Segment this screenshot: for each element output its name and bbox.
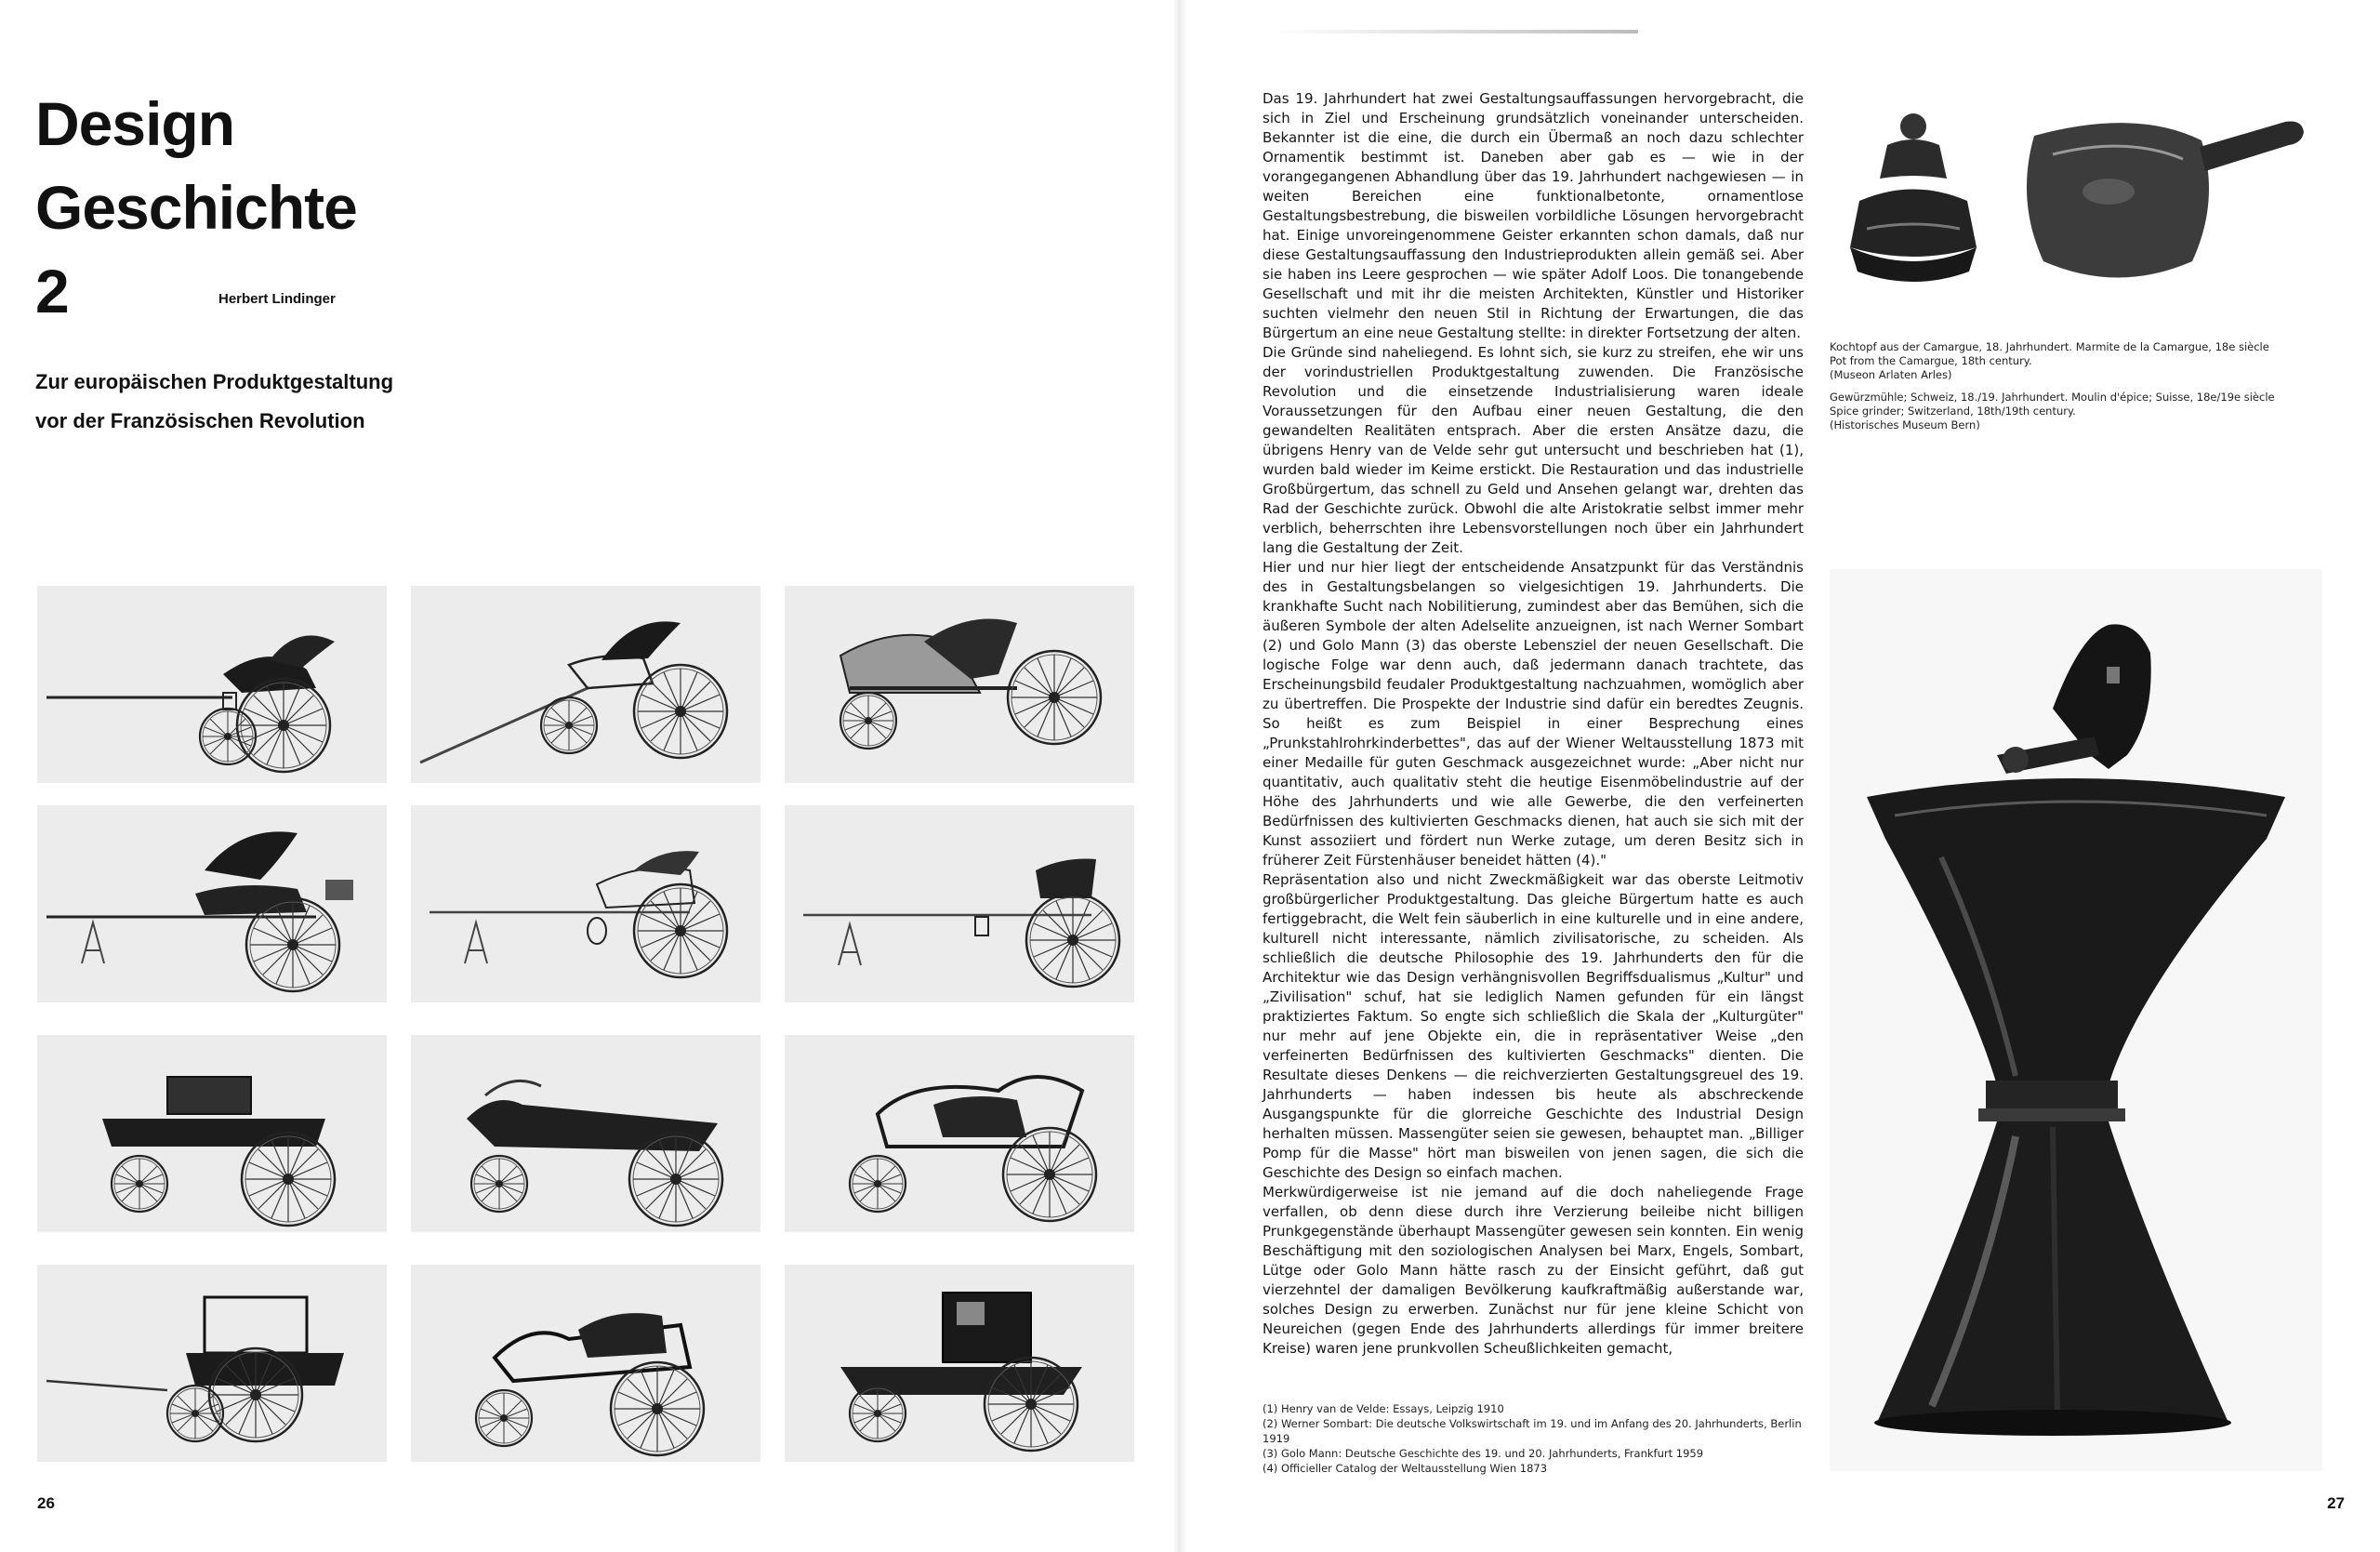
- title-line-number: 2: [35, 257, 69, 325]
- page-number-left: 26: [37, 1494, 55, 1512]
- caption-grinder-line-2: Spice grinder; Switzerland, 18th/19th century.: [1830, 405, 2076, 418]
- body-paragraph-3: Hier und nur hier liegt der entscheidende Ansatzpunkt für das Verständnis des in Gestaltungsbelangen so vielgesichtigen 19. Jahrhunderts. Die krankhafte Sucht nach Nobilitierung, zumindest aber das Bemühen, sich die äußeren Symbole der alten Adelselite anzueignen, ist nach Werner Sombart (2) und Golo Mann (3) das oberste Lebensziel der neuen Gesellschaft. Die logische Folge war denn auch, daß jedermann danach trachtete, das Erscheinungsbild feudaler Produktgestaltung nachzuahmen, womöglich aber zu übertreffen. Die Prospekte der Industrie sind dafür ein beredtes Zeugnis. So heißt es zum Beispiel in einer Besprechung eines „Prunkstahlrohrkinderbettes", das auf der Wiener Weltausstellung 1873 mit einer Medaille für guten Geschmack ausgezeichnet wurde: „Aber nicht nur quantitativ, auch qualitativ steht die heutige Eisenmöbelindustrie auf der Höhe des Jahrhunderts und wie alle Gewerbe, die den verfeinerten Bedürfnissen des kultivierten Geschmacks dienen, hat auch sie sich mit der Kunst assoziiert und fördert nun Werke zutage, um deren Besitz sich in früherer Zeit Fürstenhäuser beneidet hätten (4).": [1263, 559, 1804, 869]
- carriage-plate-4: [37, 805, 387, 1002]
- footnote-3: (3) Golo Mann: Deutsche Geschichte des 19. und 20. Jahrhunderts, Frankfurt 1959: [1263, 1447, 1704, 1460]
- pot-shape: [2027, 121, 2304, 277]
- carriage-plate-10: [37, 1265, 387, 1462]
- carriage-plate-12: [785, 1265, 1134, 1462]
- lid-shape: [1850, 113, 1977, 282]
- caption-pot: [1830, 340, 2269, 382]
- left-page: [0, 0, 1181, 1552]
- footnote-2: (2) Werner Sombart: Die deutsche Volkswirtschaft im 19. und im Anfang des 20. Jahrhunderts, Berlin 1919: [1263, 1417, 1802, 1445]
- caption-pot-line-1: Kochtopf aus der Camargue, 18. Jahrhundert. Marmite de la Camargue, 18e siècle: [1830, 340, 2269, 353]
- carriage-plate-3: [785, 586, 1134, 783]
- book-gutter: [1173, 0, 1188, 1552]
- scan-mark: [1274, 30, 1638, 33]
- caption-grinder-line-3: (Historisches Museum Bern): [1830, 418, 1980, 431]
- footnote-1: (1) Henry van de Velde: Essays, Leipzig 1910: [1263, 1402, 1504, 1415]
- title-line-design: Design: [35, 89, 235, 158]
- article-subtitle: [35, 363, 393, 441]
- caption-grinder: [1830, 391, 2275, 432]
- carriage-plate-5: [411, 805, 760, 1002]
- title-line-geschichte: Geschichte: [35, 173, 357, 242]
- carriage-plate-2: [411, 586, 760, 783]
- carriage-plate-7: [37, 1035, 387, 1232]
- footnote-4: (4) Officieller Catalog der Weltausstellung Wien 1873: [1263, 1462, 1548, 1475]
- body-paragraph-1: Das 19. Jahrhundert hat zwei Gestaltungsauffassungen hervorgebracht, die sich in Ziel und Erscheinung grundsätzlich voneinander unterscheiden. Bekannter ist die eine, die durch ein Übermaß an noch dazu schlechter Ornamentik bestimmt ist. Daneben aber gab es — wie in der vorangegangenen Abhandlung über das 19. Jahrhundert nachgewiesen — in weiten Bereichen eine funktionalbetonte, ornamentlose Gestaltungsbestrebung, die bisweilen vorbildliche Lösungen hervorgebracht hat. Einige unvoreingenommene Geister erkannten schon damals, daß nur diese Gestaltungsauffassung den Industrieprodukten allein gemäß sei. Aber sie haben ins Leere gesprochen — wie später Adolf Loos. Die tonangebende Gesellschaft und mit ihr die meisten Architekten, Künstler und Historiker suchten vielmehr den neuen Stil in Richtung der Erwartungen, die das Bürgertum an eine neue Gestaltung stellte: in direkter Fortsetzung der alten.: [1263, 90, 1804, 341]
- body-paragraph-5: Merkwürdigerweise ist nie jemand auf die doch naheliegende Frage verfallen, ob denn diese durch ihre Verzierung beileibe nicht billigen Prunkgegenstände überhaupt Massengüter gewesen sein konnten. Ein wenig Beschäftigung mit den soziologischen Analysen bei Marx, Engels, Sombart, Lütge oder Golo Mann hätte rasch zu der Einsicht geführt, daß gut vierzehntel der damaligen Bevölkerung kaufkraftmäßig außerstande war, solches Design zu erwerben. Zunächst nur für jene kleine Schicht von Neureichen (gegen Ende des Jahrhunderts allerdings für immer breitere Kreise) waren jene prunkvollen Scheußlichkeiten gemacht,: [1263, 1184, 1804, 1357]
- author-name: Herbert Lindinger: [218, 291, 336, 307]
- carriage-plate-6: [785, 805, 1134, 1002]
- carriage-plate-9: [785, 1035, 1134, 1232]
- subtitle-line-2: vor der Französischen Revolution: [35, 409, 365, 432]
- carriage-plate-11: [411, 1265, 760, 1462]
- carriage-plate-8: [411, 1035, 760, 1232]
- pot-photo: [1830, 89, 2332, 303]
- footnotes: [1263, 1401, 1802, 1476]
- caption-pot-line-3: (Museon Arlaten Arles): [1830, 368, 1952, 381]
- subtitle-line-1: Zur europäischen Produktgestaltung: [35, 370, 394, 393]
- carriage-plate-1: [37, 586, 387, 783]
- page-number-right: 27: [2327, 1494, 2345, 1512]
- caption-grinder-line-1: Gewürzmühle; Schweiz, 18./19. Jahrhundert. Moulin d'épice; Suisse, 18e/19e siècle: [1830, 391, 2275, 404]
- caption-pot-line-2: Pot from the Camargue, 18th century.: [1830, 354, 2032, 367]
- body-paragraph-2: Die Gründe sind naheliegend. Es lohnt sich, sie kurz zu streifen, ehe wir uns der vorindustriellen Produktgestaltung zuwenden. Die Französische Revolution und die einsetzende Industrialisierung waren ideale Voraussetzungen für den Aufbau einer neuen Gestaltung, die den gewandelten Realitäten entsprach. Aber die ersten Ansätze dazu, die übrigens Henry van de Velde sehr gut untersucht und beschrieben hat (1), wurden bald wieder im Keime erstickt. Die Restauration und das industrielle Großbürgertum, das schnell zu Geld und Ansehen gelangt war, drehten das Rad der Geschichte zurück. Obwohl die alte Aristokratie selbst immer mehr verblich, beherrschten ihre Lebensvorstellungen noch über ein Jahrhundert lang die Gestaltung der Zeit.: [1263, 344, 1804, 556]
- body-text: [1263, 89, 1804, 1359]
- body-paragraph-4: Repräsentation also und nicht Zweckmäßigkeit war das oberste Leitmotiv großbürgerlicher Produktgestaltung. Das gleiche Bürgertum hatte es auch fertiggebracht, die Welt fein säuberlich in eine kulturelle und in eine andere, kulturell nicht interessante, nämlich zivilisatorische, zu scheiden. Als schließlich die deutsche Philosophie des 19. Jahrhunderts den für die Architektur wie das Design verhängnisvollen Begriffsdualismus „Kultur" und „Zivilisation" schuf, hat sie lediglich Namen gefunden für ein längst praktiziertes Faktum. So engte sich schließlich die Skala der „Kulturgüter" nur mehr auf jene Objekte ein, die in repräsentativer Weise „den verfeinerten Bedürfnissen des kultivierten Geschmacks" dienten. Die Resultate dieses Denkens — die reichverzierten Gestaltungsgreuel des 19. Jahrhunderts — haben indessen bis heute als abschreckende Ausgangspunkte für die glorreiche Geschichte des Industrial Design herhalten müssen. Massengüter seien sie gewesen, behauptet man. „Billiger Pomp für die Masse" hört man bisweilen von jenen sagen, die sich die Geschichte des Design so einfach machen.: [1263, 871, 1804, 1181]
- spice-grinder-photo: [1830, 569, 2322, 1471]
